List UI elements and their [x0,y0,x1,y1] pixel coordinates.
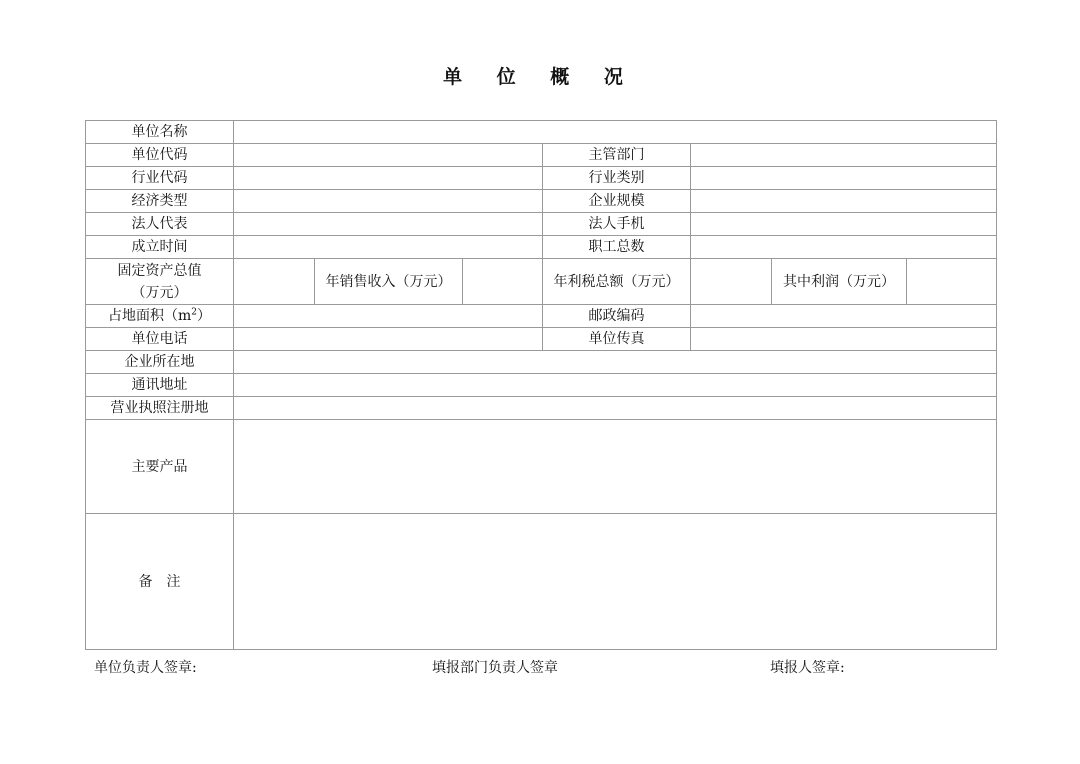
label-legal-rep-mobile: 法人手机 [543,213,691,236]
label-fixed-assets-line2: （万元） [131,284,188,301]
field-unit-fax[interactable] [691,328,997,351]
field-employees[interactable] [691,236,997,259]
label-industry-category: 行业类别 [543,167,691,190]
field-unit-code[interactable] [234,144,543,167]
field-unit-phone[interactable] [234,328,543,351]
field-authority[interactable] [691,144,997,167]
label-main-products: 主要产品 [86,420,234,514]
field-fixed-assets[interactable] [234,259,315,305]
field-annual-profit-tax[interactable] [691,259,772,305]
field-remarks[interactable] [234,514,997,650]
row-land-area [86,305,997,328]
row-main-products [86,420,997,514]
row-unit-phone [86,328,997,351]
label-postal-code: 邮政编码 [543,305,691,328]
label-unit-fax: 单位传真 [543,328,691,351]
label-enterprise-location: 企业所在地 [86,351,234,374]
row-established [86,236,997,259]
field-enterprise-scale[interactable] [691,190,997,213]
field-postal-code[interactable] [691,305,997,328]
row-unit-code [86,144,997,167]
field-industry-category[interactable] [691,167,997,190]
field-legal-rep-mobile[interactable] [691,213,997,236]
field-land-area[interactable] [234,305,543,328]
row-economic-type [86,190,997,213]
label-business-license-address: 营业执照注册地 [86,397,234,420]
row-unit-name [86,121,997,144]
unit-overview-form [85,120,997,650]
row-remarks [86,514,997,650]
field-legal-rep[interactable] [234,213,543,236]
field-mailing-address[interactable] [234,374,997,397]
row-legal-rep [86,213,997,236]
label-economic-type: 经济类型 [86,190,234,213]
label-mailing-address: 通讯地址 [86,374,234,397]
field-annual-sales[interactable] [463,259,543,305]
row-enterprise-location [86,351,997,374]
page-title: 单 位 概 况 [443,66,637,88]
label-industry-code: 行业代码 [86,167,234,190]
label-annual-profit-tax: 年利税总额（万元） [543,259,691,305]
row-mailing-address [86,374,997,397]
field-main-products[interactable] [234,420,997,514]
label-fixed-assets [86,259,234,305]
field-of-which-profit[interactable] [907,259,997,305]
label-of-which-profit: 其中利润（万元） [772,259,907,305]
label-established: 成立时间 [86,236,234,259]
label-unit-code: 单位代码 [86,144,234,167]
field-economic-type[interactable] [234,190,543,213]
label-annual-sales: 年销售收入（万元） [315,259,463,305]
label-fixed-assets-line1: 固定资产总值 [117,262,202,279]
field-enterprise-location[interactable] [234,351,997,374]
label-legal-rep: 法人代表 [86,213,234,236]
label-land-area-suffix: ） [197,308,211,324]
row-business-license-address [86,397,997,420]
field-business-license-address[interactable] [234,397,997,420]
label-land-area [86,305,234,328]
label-land-area-prefix: 占地面积（m [107,308,192,324]
dept-head-signature-label: 填报部门负责人签章 [432,660,558,676]
label-authority: 主管部门 [543,144,691,167]
filler-signature-label: 填报人签章: [770,660,845,676]
field-established[interactable] [234,236,543,259]
label-employees: 职工总数 [543,236,691,259]
label-land-area-sup: 2 [191,307,197,318]
row-financials [86,259,997,305]
label-unit-phone: 单位电话 [86,328,234,351]
field-industry-code[interactable] [234,167,543,190]
unit-head-signature-label: 单位负责人签章: [94,660,197,676]
label-remarks: 备 注 [86,514,234,650]
label-unit-name: 单位名称 [86,121,234,144]
row-industry-code [86,167,997,190]
field-unit-name[interactable] [234,121,997,144]
label-enterprise-scale: 企业规模 [543,190,691,213]
